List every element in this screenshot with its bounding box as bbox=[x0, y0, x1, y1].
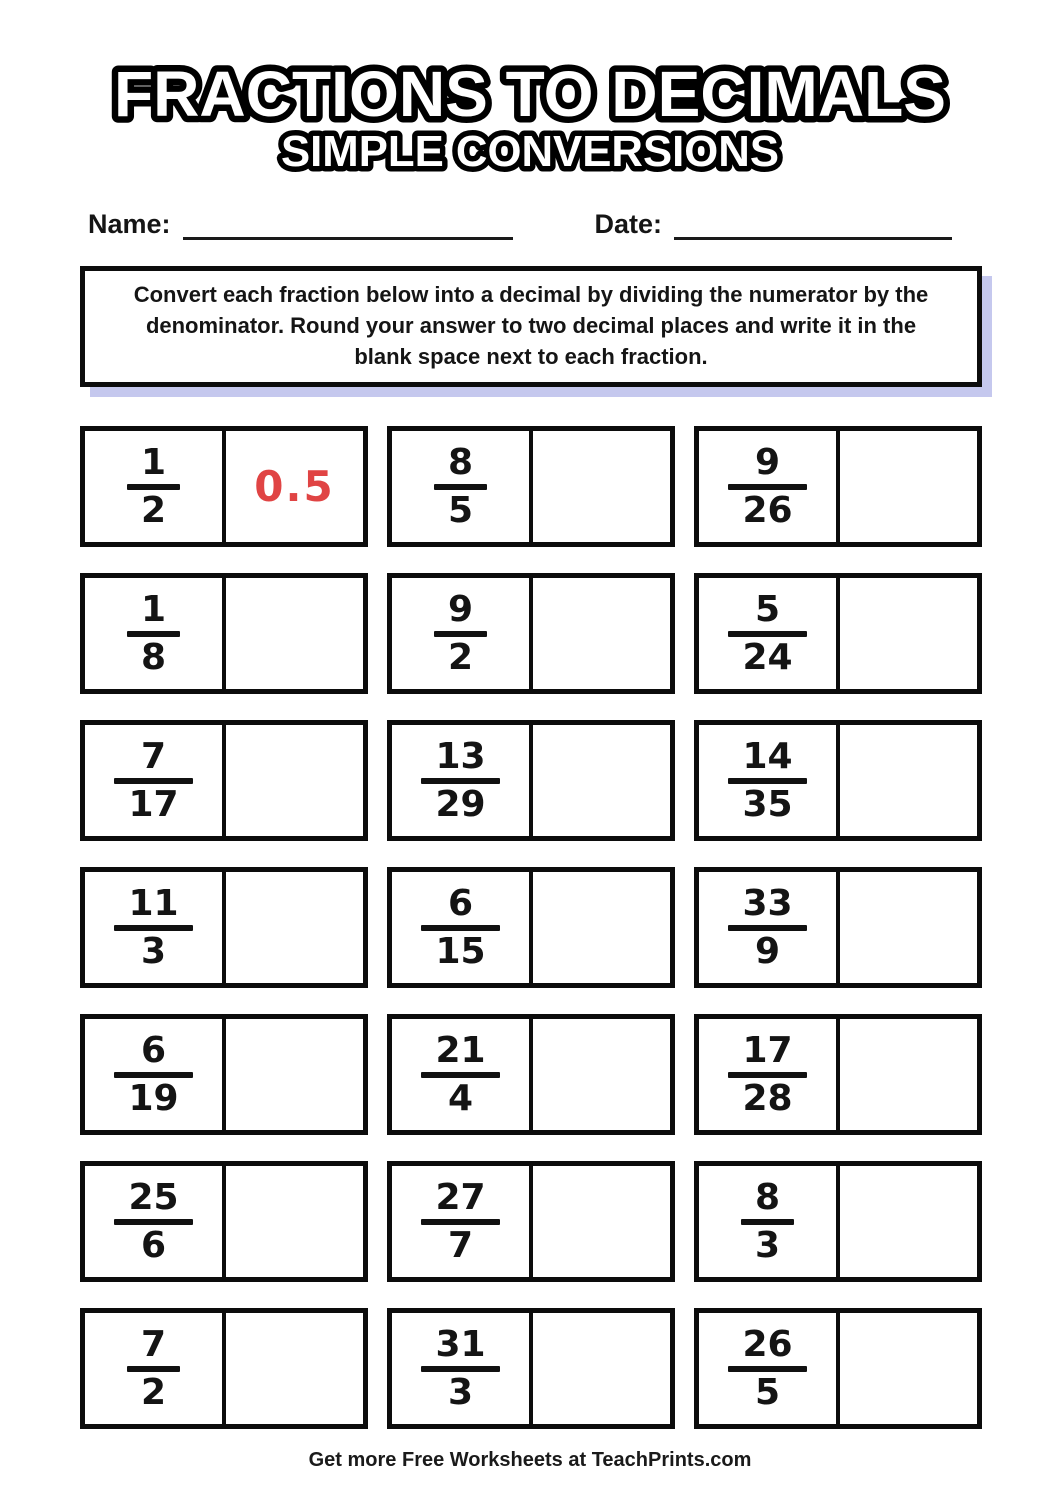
denominator: 7 bbox=[447, 1224, 474, 1266]
numerator: 33 bbox=[742, 882, 793, 924]
answer-box[interactable] bbox=[533, 1166, 670, 1277]
instructions-line-2: denominator. Round your answer to two decimal places and write it in the bbox=[145, 313, 917, 338]
denominator: 2 bbox=[140, 1371, 167, 1413]
fraction-bar-icon bbox=[127, 631, 180, 637]
numerator: 13 bbox=[435, 735, 486, 777]
denominator: 6 bbox=[140, 1224, 167, 1266]
fraction-cell bbox=[85, 1166, 226, 1277]
answer-box[interactable] bbox=[840, 431, 977, 542]
fraction-bar-icon bbox=[741, 1219, 794, 1225]
denominator: 3 bbox=[754, 1224, 781, 1266]
problem-card bbox=[80, 1014, 368, 1135]
fraction-cell bbox=[392, 1166, 533, 1277]
fraction bbox=[128, 1176, 179, 1266]
denominator: 4 bbox=[447, 1077, 474, 1119]
instructions-box bbox=[80, 266, 982, 387]
fraction-bar-icon bbox=[421, 1366, 499, 1372]
fraction-bar-icon bbox=[114, 1072, 192, 1078]
fraction bbox=[435, 882, 486, 972]
fraction-bar-icon bbox=[114, 778, 192, 784]
fraction-cell bbox=[392, 1019, 533, 1130]
page-title: FRACTIONS TO DECIMALS bbox=[114, 58, 946, 130]
numerator: 7 bbox=[140, 1323, 167, 1365]
answer-box[interactable] bbox=[840, 872, 977, 983]
problem-card bbox=[80, 1161, 368, 1282]
denominator: 9 bbox=[754, 930, 781, 972]
problem-card bbox=[387, 867, 675, 988]
problem-card bbox=[80, 573, 368, 694]
numerator: 9 bbox=[447, 588, 474, 630]
answer-box[interactable] bbox=[533, 1313, 670, 1424]
page-subtitle: SIMPLE CONVERSIONS bbox=[281, 127, 779, 176]
fraction-bar-icon bbox=[127, 484, 180, 490]
fraction bbox=[742, 882, 793, 972]
answer-box[interactable] bbox=[226, 872, 363, 983]
fraction bbox=[447, 588, 474, 678]
name-date-row bbox=[88, 206, 982, 240]
fraction-bar-icon bbox=[421, 1219, 499, 1225]
fraction-bar-icon bbox=[728, 1072, 806, 1078]
answer-box[interactable] bbox=[840, 725, 977, 836]
fraction-cell bbox=[392, 431, 533, 542]
numerator: 17 bbox=[742, 1029, 793, 1071]
fraction-cell bbox=[699, 872, 840, 983]
fraction-bar-icon bbox=[421, 925, 499, 931]
fraction bbox=[742, 1029, 793, 1119]
problem-card bbox=[80, 720, 368, 841]
fraction-bar-icon bbox=[127, 1366, 180, 1372]
fraction bbox=[742, 1323, 793, 1413]
answer-box[interactable] bbox=[533, 431, 670, 542]
date-underline[interactable] bbox=[674, 211, 952, 240]
fraction-cell bbox=[699, 1019, 840, 1130]
fraction-bar-icon bbox=[421, 1072, 499, 1078]
problem-card bbox=[387, 573, 675, 694]
problem-card bbox=[694, 720, 982, 841]
instructions-line-1: Convert each fraction below into a decimal by dividing the numerator by the bbox=[133, 282, 929, 307]
numerator: 8 bbox=[447, 441, 474, 483]
numerator: 6 bbox=[140, 1029, 167, 1071]
answer-box[interactable] bbox=[840, 1313, 977, 1424]
fraction-bar-icon bbox=[728, 778, 806, 784]
fraction-cell bbox=[392, 725, 533, 836]
denominator: 15 bbox=[435, 930, 486, 972]
problem-card bbox=[694, 1014, 982, 1135]
fraction-bar-icon bbox=[434, 484, 487, 490]
fraction-cell bbox=[85, 725, 226, 836]
numerator: 8 bbox=[754, 1176, 781, 1218]
title-art bbox=[70, 52, 990, 180]
problem-card bbox=[80, 867, 368, 988]
denominator: 35 bbox=[742, 783, 793, 825]
problem-card bbox=[387, 1014, 675, 1135]
answer-box[interactable] bbox=[840, 1166, 977, 1277]
denominator: 26 bbox=[742, 489, 793, 531]
denominator: 28 bbox=[742, 1077, 793, 1119]
fraction-bar-icon bbox=[728, 1366, 806, 1372]
instructions-line-3: blank space next to each fraction. bbox=[354, 344, 708, 369]
numerator: 7 bbox=[140, 735, 167, 777]
problem-card bbox=[387, 426, 675, 547]
numerator: 21 bbox=[435, 1029, 486, 1071]
fraction-cell bbox=[392, 872, 533, 983]
name-label: Name: bbox=[88, 209, 171, 239]
fraction bbox=[128, 1029, 179, 1119]
fraction bbox=[140, 1323, 167, 1413]
problem-card bbox=[694, 573, 982, 694]
fraction bbox=[435, 1176, 486, 1266]
numerator: 25 bbox=[128, 1176, 179, 1218]
denominator: 19 bbox=[128, 1077, 179, 1119]
denominator: 3 bbox=[447, 1371, 474, 1413]
title-block bbox=[0, 0, 1060, 180]
numerator: 5 bbox=[754, 588, 781, 630]
problems-grid bbox=[80, 426, 982, 1429]
answer-box[interactable] bbox=[840, 578, 977, 689]
fraction-cell bbox=[85, 1313, 226, 1424]
problem-card bbox=[387, 720, 675, 841]
denominator: 17 bbox=[128, 783, 179, 825]
fraction-cell bbox=[85, 578, 226, 689]
fraction-bar-icon bbox=[728, 631, 806, 637]
denominator: 8 bbox=[140, 636, 167, 678]
fraction-cell bbox=[699, 578, 840, 689]
fraction bbox=[742, 735, 793, 825]
answer-box[interactable] bbox=[840, 1019, 977, 1130]
fraction bbox=[140, 588, 167, 678]
fraction-cell bbox=[392, 1313, 533, 1424]
numerator: 31 bbox=[435, 1323, 486, 1365]
fraction-bar-icon bbox=[421, 778, 499, 784]
fraction-cell bbox=[392, 578, 533, 689]
fraction-cell bbox=[699, 1313, 840, 1424]
fraction-bar-icon bbox=[728, 925, 806, 931]
numerator: 1 bbox=[140, 588, 167, 630]
answer-value: 0.5 bbox=[254, 462, 335, 511]
problem-card bbox=[694, 867, 982, 988]
footer-text: Get more Free Worksheets at TeachPrints.com bbox=[308, 1449, 752, 1471]
numerator: 11 bbox=[128, 882, 179, 924]
problem-card bbox=[80, 426, 368, 547]
fraction-cell bbox=[85, 431, 226, 542]
denominator: 5 bbox=[447, 489, 474, 531]
answer-box[interactable] bbox=[533, 578, 670, 689]
answer-box[interactable] bbox=[226, 725, 363, 836]
fraction bbox=[435, 1029, 486, 1119]
problem-card bbox=[387, 1308, 675, 1429]
fraction bbox=[140, 441, 167, 531]
problem-card bbox=[694, 1161, 982, 1282]
numerator: 9 bbox=[754, 441, 781, 483]
fraction bbox=[447, 441, 474, 531]
denominator: 5 bbox=[754, 1371, 781, 1413]
problem-card bbox=[387, 1161, 675, 1282]
fraction bbox=[128, 882, 179, 972]
fraction-cell bbox=[699, 1166, 840, 1277]
fraction-bar-icon bbox=[434, 631, 487, 637]
answer-box[interactable] bbox=[226, 1313, 363, 1424]
answer-box[interactable] bbox=[226, 578, 363, 689]
denominator: 3 bbox=[140, 930, 167, 972]
answer-box[interactable] bbox=[226, 1166, 363, 1277]
fraction-bar-icon bbox=[114, 925, 192, 931]
fraction bbox=[435, 1323, 486, 1413]
answer-box[interactable] bbox=[533, 1019, 670, 1130]
problem-card bbox=[694, 426, 982, 547]
numerator: 27 bbox=[435, 1176, 486, 1218]
denominator: 2 bbox=[447, 636, 474, 678]
denominator: 2 bbox=[140, 489, 167, 531]
denominator: 29 bbox=[435, 783, 486, 825]
numerator: 14 bbox=[742, 735, 793, 777]
answer-box[interactable] bbox=[226, 431, 363, 542]
fraction bbox=[128, 735, 179, 825]
problem-card bbox=[80, 1308, 368, 1429]
fraction bbox=[742, 588, 793, 678]
fraction-cell bbox=[85, 1019, 226, 1130]
fraction-cell bbox=[85, 872, 226, 983]
problem-card bbox=[694, 1308, 982, 1429]
fraction-bar-icon bbox=[728, 484, 806, 490]
fraction-cell bbox=[699, 725, 840, 836]
denominator: 24 bbox=[742, 636, 793, 678]
numerator: 26 bbox=[742, 1323, 793, 1365]
fraction-cell bbox=[699, 431, 840, 542]
fraction bbox=[754, 1176, 781, 1266]
numerator: 1 bbox=[140, 441, 167, 483]
answer-box[interactable] bbox=[533, 872, 670, 983]
fraction bbox=[742, 441, 793, 531]
answer-box[interactable] bbox=[533, 725, 670, 836]
fraction bbox=[435, 735, 486, 825]
answer-box[interactable] bbox=[226, 1019, 363, 1130]
name-underline[interactable] bbox=[183, 211, 513, 240]
date-label: Date: bbox=[594, 209, 663, 239]
fraction-bar-icon bbox=[114, 1219, 192, 1225]
numerator: 6 bbox=[447, 882, 474, 924]
